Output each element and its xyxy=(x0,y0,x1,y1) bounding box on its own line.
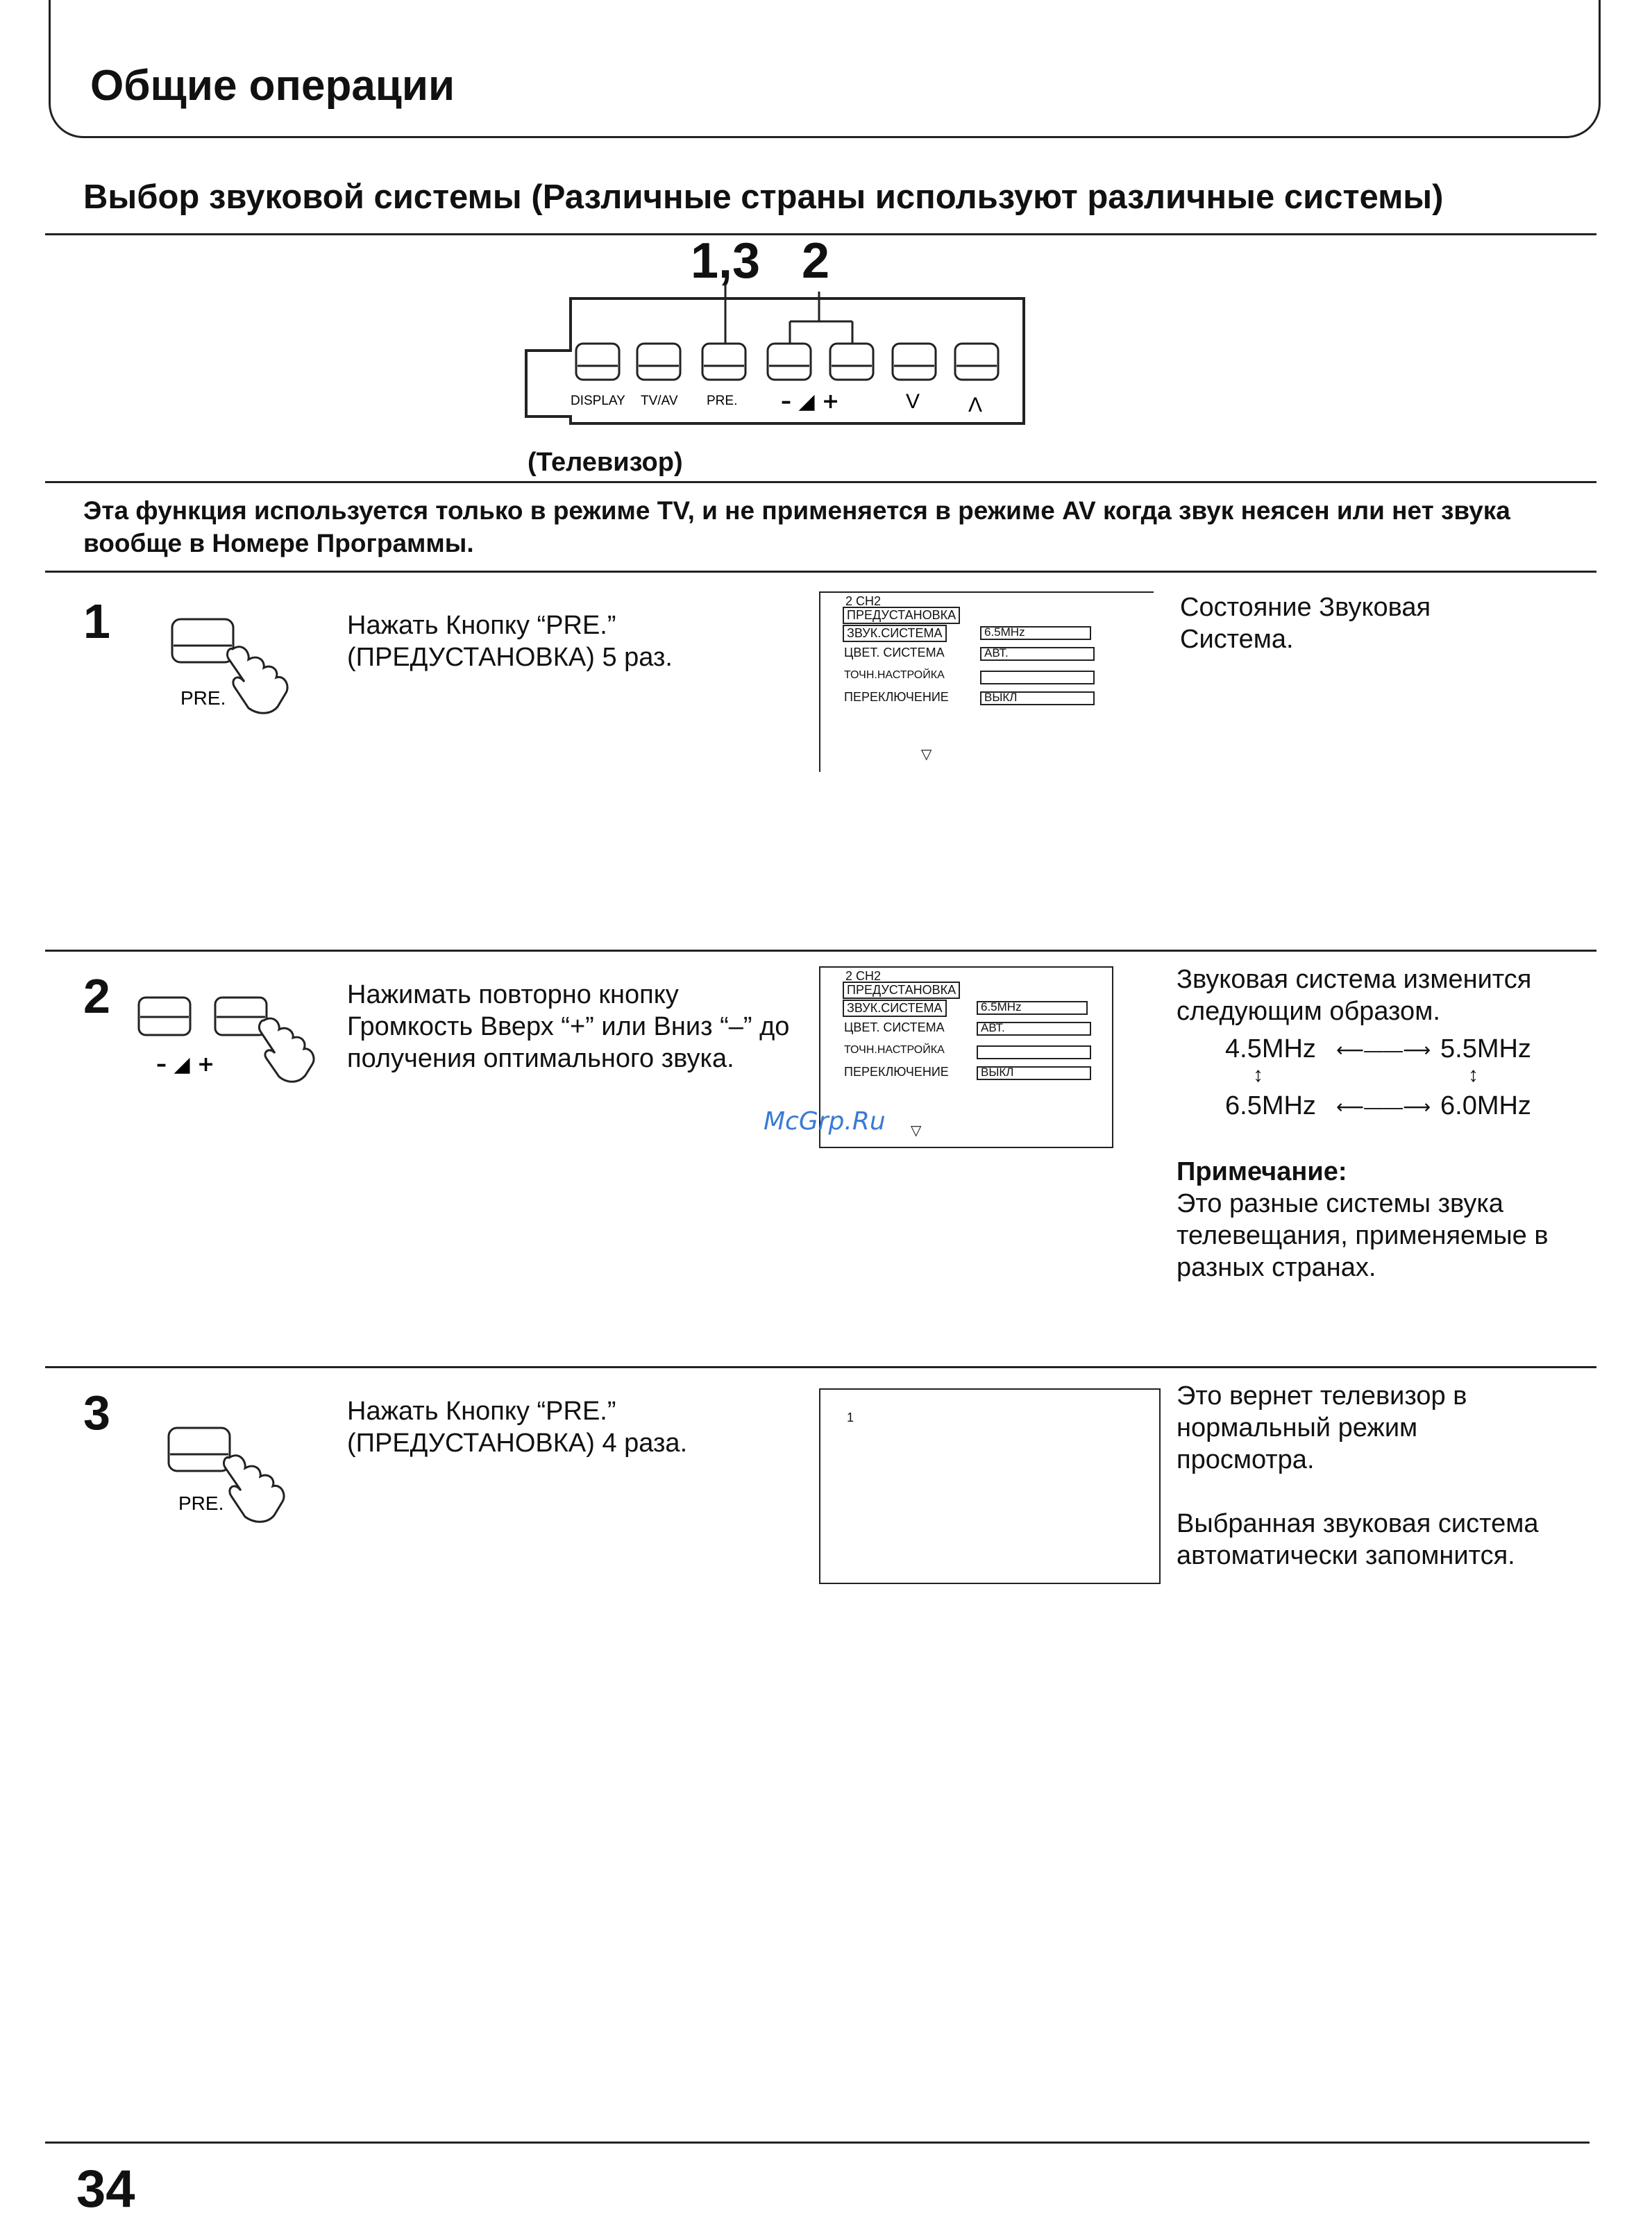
step-3-description-2: Выбранная звуковая система автоматически запомнится. xyxy=(1177,1509,1539,1570)
label-pre: PRE. xyxy=(707,394,738,408)
footer-divider xyxy=(45,2142,1590,2144)
press-button-icon xyxy=(167,611,305,729)
osd-row-color: ЦВЕТ. СИСТЕМА xyxy=(844,646,945,659)
label-volume: – ◢ + xyxy=(781,389,840,414)
pre-label-step3: PRE. xyxy=(178,1492,224,1514)
osd-row-switch: ПЕРЕКЛЮЧЕНИЕ xyxy=(844,690,949,704)
osd-channel: 2 CH2 xyxy=(845,594,882,608)
osd-screen-3 xyxy=(819,1388,1161,1584)
freq-5-5: 5.5MHz xyxy=(1440,1034,1531,1063)
osd-value-switch: ВЫКЛ xyxy=(977,1066,1091,1080)
tv-caption: (Телевизор) xyxy=(528,448,683,477)
osd-row-sound: ЗВУК.СИСТЕМА xyxy=(843,625,947,642)
freq-6-0: 6.0MHz xyxy=(1440,1091,1531,1120)
divider xyxy=(45,481,1596,483)
divider xyxy=(45,571,1596,573)
callout-step-2: 2 xyxy=(802,233,830,289)
osd-value-sound: 6.5MHz xyxy=(977,1001,1088,1015)
freq-vert-left: ↕ xyxy=(1253,1063,1263,1086)
osd-row-sound: ЗВУК.СИСТЕМА xyxy=(843,1000,947,1017)
osd-value-switch: ВЫКЛ xyxy=(980,691,1095,705)
osd-row-finetune: ТОЧН.НАСТРОЙКА xyxy=(844,1044,945,1056)
page-number: 34 xyxy=(76,2160,135,2219)
step-2-description: Звуковая система изменится следующим образом. xyxy=(1177,965,1532,1026)
osd-menu-title: ПРЕДУСТАНОВКА xyxy=(843,982,960,999)
osd-screen-1 xyxy=(819,591,1154,772)
osd-value-sound: 6.5MHz xyxy=(980,626,1091,640)
osd-value-finetune xyxy=(977,1045,1091,1059)
freq-6-5: 6.5MHz xyxy=(1225,1091,1316,1120)
osd-menu-title: ПРЕДУСТАНОВКА xyxy=(843,607,960,624)
step-3-instruction: Нажать Кнопку “PRE.” (ПРЕДУСТАНОВКА) 4 раза. xyxy=(347,1397,688,1458)
volume-label-step2: – ◢ + xyxy=(156,1052,215,1077)
step-3-number: 3 xyxy=(83,1386,110,1440)
divider xyxy=(45,950,1596,952)
step-2-instruction: Нажимать повторно кнопку Громкость Вверх “+” или Вниз “–” до получения оптимального звука. xyxy=(347,980,790,1073)
step-3-description: Это вернет телевизор в нормальный режим просмотра. xyxy=(1177,1381,1467,1474)
page-title: Общие операции xyxy=(90,62,455,110)
step-1-number: 1 xyxy=(83,594,110,648)
volume-buttons-icon xyxy=(132,989,326,1093)
osd-row-finetune: ТОЧН.НАСТРОЙКА xyxy=(844,669,945,681)
callout-step-1-3: 1,3 xyxy=(691,233,761,289)
osd-value-color: АВТ. xyxy=(980,647,1095,661)
label-ch-up: Λ xyxy=(968,394,983,417)
osd-down-arrow: ▽ xyxy=(911,1123,922,1138)
osd-value-color: АВТ. xyxy=(977,1022,1091,1036)
osd-channel-number: 1 xyxy=(847,1411,854,1424)
step-1-instruction: Нажать Кнопку “PRE.” (ПРЕДУСТАНОВКА) 5 раз. xyxy=(347,611,673,672)
label-display: DISPLAY xyxy=(571,394,625,408)
osd-row-switch: ПЕРЕКЛЮЧЕНИЕ xyxy=(844,1065,949,1079)
freq-4-5: 4.5MHz xyxy=(1225,1034,1316,1063)
osd-channel: 2 CH2 xyxy=(845,969,882,983)
divider xyxy=(45,1366,1596,1368)
label-ch-down: V xyxy=(906,390,920,413)
press-button-icon xyxy=(163,1420,302,1538)
freq-arrow-top: ⟵——⟶ xyxy=(1336,1039,1431,1061)
section-title: Выбор звуковой системы (Различные страны используют различные системы) xyxy=(83,178,1444,216)
note-text: Это разные системы звука телевещания, применяемые в разных странах. xyxy=(1177,1189,1549,1282)
tv-control-panel xyxy=(514,274,1041,434)
freq-vert-right: ↕ xyxy=(1468,1063,1478,1086)
label-tvav: TV/AV xyxy=(641,394,678,408)
step-2-number: 2 xyxy=(83,969,110,1023)
note-title-text: Примечание xyxy=(1177,1157,1338,1186)
osd-value-finetune xyxy=(980,671,1095,684)
osd-down-arrow: ▽ xyxy=(921,747,932,762)
notice-text: Эта функция используется только в режиме TV, и не применяется в режиме AV когда звук неясен или нет звука вообще в Номере Программы. xyxy=(83,496,1510,557)
step-1-description: Состояние Звуковая Система. xyxy=(1180,593,1431,654)
pre-label-step1: PRE. xyxy=(180,687,226,709)
freq-arrow-bottom: ⟵——⟶ xyxy=(1336,1096,1431,1118)
watermark: McGrp.Ru xyxy=(764,1107,886,1136)
note-title: Примечание: xyxy=(1177,1157,1347,1186)
osd-row-color: ЦВЕТ. СИСТЕМА xyxy=(844,1020,945,1034)
